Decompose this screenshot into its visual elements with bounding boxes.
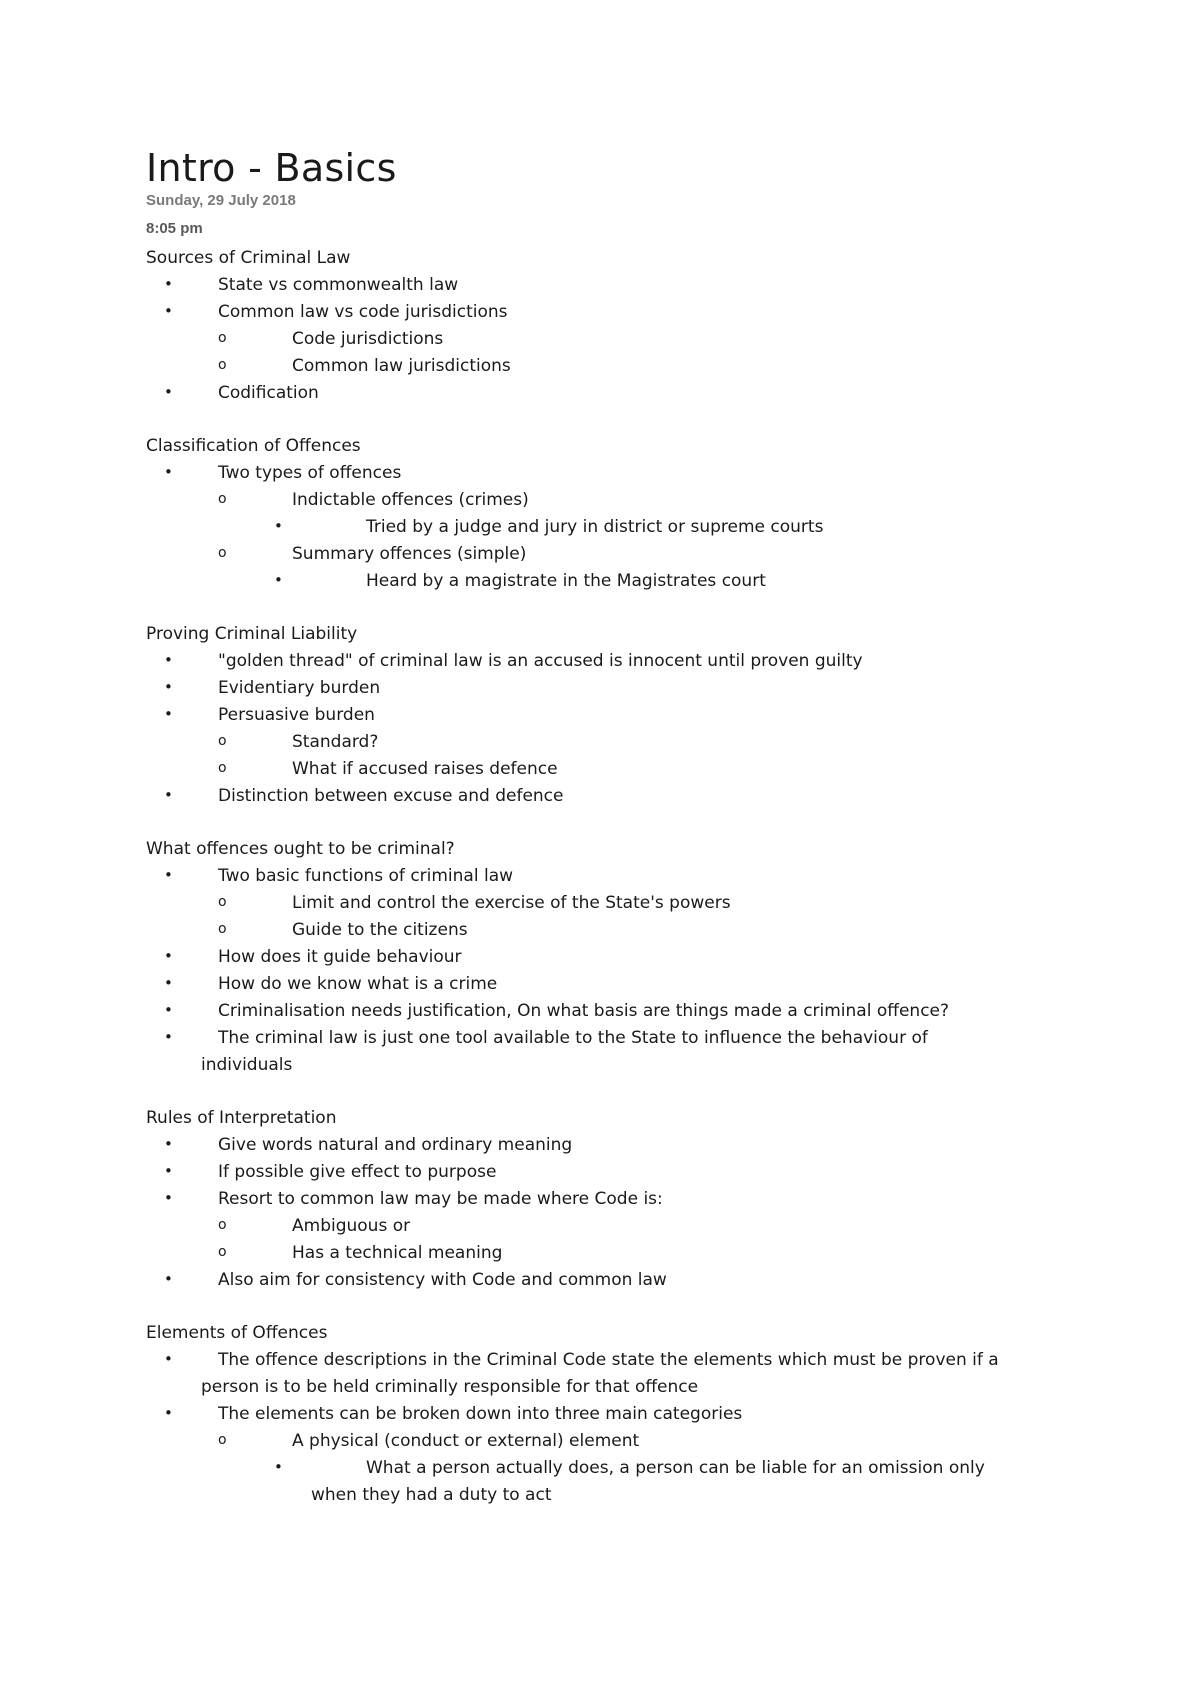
bullet-icon: • (164, 651, 173, 669)
list-item-text: Evidentiary burden (218, 678, 381, 698)
list-item-text: The elements can be broken down into three main categories (218, 1404, 743, 1424)
list-item (146, 353, 1106, 380)
list-item-text: How does it guide behaviour (218, 947, 462, 967)
list-item-text: Resort to common law may be made where Code is: (218, 1189, 663, 1209)
section-heading: Classification of Offences (146, 436, 361, 456)
bullet-icon: • (164, 947, 173, 965)
list-item-text: Tried by a judge and jury in district or supreme courts (366, 517, 824, 537)
bullet-icon: • (164, 1270, 173, 1288)
note-time: 8:05 pm (146, 220, 203, 237)
list-item-text-continued: individuals (201, 1055, 293, 1075)
list-item-text: State vs commonwealth law (218, 275, 459, 295)
list-item (146, 1025, 1106, 1079)
list-item-text: Codification (218, 383, 319, 403)
hollow-bullet-icon: o (218, 357, 227, 373)
list-item (146, 1267, 1106, 1294)
hollow-bullet-icon: o (218, 894, 227, 910)
bullet-icon: • (164, 1162, 173, 1180)
list-item (146, 756, 1106, 783)
hollow-bullet-icon: o (218, 330, 227, 346)
list-item (146, 326, 1106, 353)
list-item (146, 702, 1106, 729)
bullet-icon: • (164, 275, 173, 293)
list-item (146, 863, 1106, 890)
list-item-text: Has a technical meaning (292, 1243, 503, 1263)
bullet-icon: • (164, 705, 173, 723)
page-title: Intro - Basics (146, 146, 397, 190)
hollow-bullet-icon: o (218, 1244, 227, 1260)
list-item (146, 1455, 1106, 1509)
list-item (146, 299, 1106, 326)
bullet-icon: • (274, 571, 283, 589)
list-item-text: The criminal law is just one tool available to the State to influence the behaviour of (218, 1028, 928, 1048)
list-item (146, 568, 1106, 595)
list-item-text: Limit and control the exercise of the State's powers (292, 893, 731, 913)
list-item-text: Give words natural and ordinary meaning (218, 1135, 573, 1155)
list-item-text: "golden thread" of criminal law is an accused is innocent until proven guilty (218, 651, 863, 671)
list-item (146, 944, 1106, 971)
list-item-text: Persuasive burden (218, 705, 375, 725)
list-item (146, 998, 1106, 1025)
list-item (146, 272, 1106, 299)
section-heading: Sources of Criminal Law (146, 248, 351, 268)
hollow-bullet-icon: o (218, 545, 227, 561)
hollow-bullet-icon: o (218, 1432, 227, 1448)
list-item-text: Criminalisation needs justification, On what basis are things made a criminal offence? (218, 1001, 950, 1021)
list-item-text: A physical (conduct or external) element (292, 1431, 640, 1451)
hollow-bullet-icon: o (218, 921, 227, 937)
bullet-icon: • (164, 1135, 173, 1153)
list-item-text: Two types of offences (218, 463, 402, 483)
list-item (146, 971, 1106, 998)
section (146, 836, 1106, 1079)
bullet-icon: • (164, 463, 173, 481)
list-item (146, 1240, 1106, 1267)
bullet-icon: • (274, 517, 283, 535)
hollow-bullet-icon: o (218, 1217, 227, 1233)
list-item-text: How do we know what is a crime (218, 974, 498, 994)
list-item (146, 1159, 1106, 1186)
list-item-text: Code jurisdictions (292, 329, 444, 349)
note-date: Sunday, 29 July 2018 (146, 192, 296, 209)
list-item (146, 1401, 1106, 1428)
list-item (146, 675, 1106, 702)
note-body (146, 245, 1106, 1535)
bullet-icon: • (164, 678, 173, 696)
list-item (146, 460, 1106, 487)
bullet-icon: • (164, 1189, 173, 1207)
list-item-text: Two basic functions of criminal law (218, 866, 514, 886)
section-heading: Proving Criminal Liability (146, 624, 358, 644)
list-item (146, 1186, 1106, 1213)
list-item-text: Indictable offences (crimes) (292, 490, 529, 510)
list-item (146, 729, 1106, 756)
bullet-icon: • (164, 786, 173, 804)
list-item-text-continued: person is to be held criminally responsible for that offence (201, 1377, 699, 1397)
list-item-text: Common law jurisdictions (292, 356, 511, 376)
hollow-bullet-icon: o (218, 760, 227, 776)
bullet-icon: • (164, 1350, 173, 1368)
bullet-icon: • (164, 302, 173, 320)
list-item (146, 514, 1106, 541)
bullet-icon: • (164, 866, 173, 884)
bullet-icon: • (164, 1028, 173, 1046)
bullet-icon: • (274, 1458, 283, 1476)
list-item (146, 1347, 1106, 1401)
section (146, 621, 1106, 810)
section-heading: Rules of Interpretation (146, 1108, 337, 1128)
list-item-text: What a person actually does, a person can be liable for an omission only (366, 1458, 985, 1478)
list-item-text: Guide to the citizens (292, 920, 468, 940)
list-item-text: Also aim for consistency with Code and common law (218, 1270, 667, 1290)
list-item-text: The offence descriptions in the Criminal Code state the elements which must be proven if a (218, 1350, 999, 1370)
section-heading: Elements of Offences (146, 1323, 328, 1343)
list-item-text: What if accused raises defence (292, 759, 558, 779)
list-item (146, 917, 1106, 944)
list-item (146, 541, 1106, 568)
section (146, 1105, 1106, 1294)
list-item (146, 648, 1106, 675)
section (146, 245, 1106, 407)
section-heading: What offences ought to be criminal? (146, 839, 455, 859)
hollow-bullet-icon: o (218, 491, 227, 507)
bullet-icon: • (164, 974, 173, 992)
list-item (146, 890, 1106, 917)
list-item (146, 380, 1106, 407)
list-item-text: Standard? (292, 732, 379, 752)
list-item (146, 1132, 1106, 1159)
list-item (146, 1428, 1106, 1455)
list-item-text: Common law vs code jurisdictions (218, 302, 508, 322)
list-item (146, 783, 1106, 810)
list-item-text: Ambiguous or (292, 1216, 411, 1236)
list-item-text: If possible give effect to purpose (218, 1162, 497, 1182)
list-item-text-continued: when they had a duty to act (311, 1485, 552, 1505)
section (146, 433, 1106, 595)
bullet-icon: • (164, 383, 173, 401)
list-item-text: Summary offences (simple) (292, 544, 527, 564)
bullet-icon: • (164, 1001, 173, 1019)
section (146, 1320, 1106, 1509)
list-item (146, 1213, 1106, 1240)
list-item-text: Distinction between excuse and defence (218, 786, 564, 806)
bullet-icon: • (164, 1404, 173, 1422)
list-item (146, 487, 1106, 514)
list-item-text: Heard by a magistrate in the Magistrates court (366, 571, 766, 591)
hollow-bullet-icon: o (218, 733, 227, 749)
